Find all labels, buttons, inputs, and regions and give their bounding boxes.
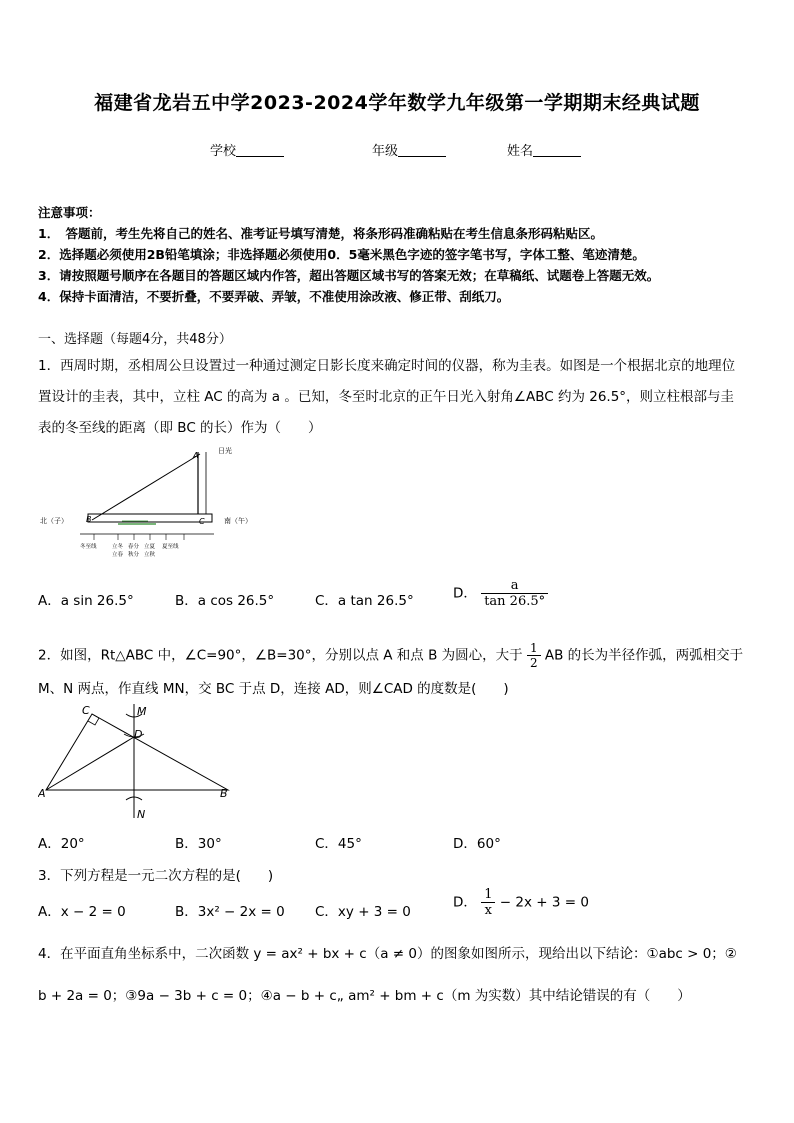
q4-line: 4．在平面直角坐标系中，二次函数 y = ax² + bx + c（a ≠ 0）的图象如图所示，现给出以下结论：①abc > 0；② [38, 946, 737, 962]
q1-line: 置设计的圭表，其中，立柱 AC 的高为 a 。已知，冬至时北京的正午日光入射角∠ABC 约为 26.5°，则立柱根部与圭 [38, 389, 735, 405]
mark-label: 立冬 [112, 544, 124, 550]
q1-line: 表的冬至线的距离（即 BC 的长）作为（ ） [38, 420, 322, 436]
fraction-numerator: 1 [527, 641, 541, 656]
segment-ad [46, 737, 134, 790]
grade-field [372, 140, 446, 159]
q2-half-fraction [527, 641, 541, 670]
q2-option-c: C．45° [315, 836, 362, 852]
q1-gnomon-figure [38, 440, 263, 565]
q3-option-a: A．x − 2 = 0 [38, 904, 126, 920]
q2-line: M、N 两点，作直线 MN，交 BC 于点 D，连接 AD，则∠CAD 的度数是( ) [38, 681, 509, 697]
notes-heading: 注意事项： [38, 205, 101, 220]
label-C: C [199, 517, 205, 526]
q1-option-b: B．a cos 26.5° [175, 593, 275, 609]
label-B: B [220, 787, 228, 800]
label-north: 北（子） [40, 517, 68, 525]
fraction-denominator: x [484, 903, 493, 918]
name-field [507, 140, 581, 159]
q1-option-d-fraction [481, 578, 548, 609]
section-heading: 一、选择题（每题4分，共48分） [38, 332, 232, 347]
sun-ray-line [92, 454, 200, 520]
q3-option-c: C．xy + 3 = 0 [315, 904, 411, 920]
label-N: N [137, 808, 146, 821]
label-A: A [193, 451, 199, 460]
q1-option-d-label: D． [453, 585, 477, 602]
note-item: 1． 答题前，考生先将自己的姓名、准考证号填写清楚，将条形码准确粘贴在考生信息条形码粘贴区。 [38, 226, 603, 241]
label-sun: 日光 [218, 447, 232, 455]
mark-label: 立春 [112, 552, 124, 558]
fraction-numerator: a [481, 578, 548, 594]
q3-option-d-label: D． [453, 894, 477, 911]
name-blank [533, 144, 581, 157]
mark-label: 立夏 [144, 544, 156, 550]
note-item: 3．请按照题号顺序在各题目的答题区域内作答，超出答题区域书写的答案无效；在草稿纸、试题卷上答题无效。 [38, 268, 660, 283]
fraction-numerator: 1 [481, 887, 495, 903]
name-label: 姓名 [507, 144, 534, 159]
grade-blank [398, 144, 446, 157]
school-label: 学校 [210, 144, 237, 159]
label-A: A [38, 787, 46, 800]
q2-line [38, 641, 743, 670]
q3-stem: 3．下列方程是一元二次方程的是( ) [38, 868, 274, 884]
label-south: 南（午） [224, 517, 252, 525]
q3-option-d-fraction [481, 887, 495, 918]
q1-option-d [453, 578, 548, 609]
q1-option-a: A．a sin 26.5° [38, 593, 134, 609]
mark-label: 冬至线 [80, 544, 97, 550]
school-field [210, 140, 284, 159]
fraction-denominator: tan 26.5° [484, 594, 546, 609]
q4-line: b + 2a = 0；③9a − 3b + c = 0；④a − b + c„ am² + bm + c（m 为实数）其中结论错误的有（ ） [38, 988, 691, 1004]
label-D: D [134, 728, 143, 741]
q3-option-b: B．3x² − 2x = 0 [175, 904, 285, 920]
grade-label: 年级 [372, 144, 399, 159]
q3-option-d-rest: − 2x + 3 = 0 [499, 894, 589, 911]
q2-option-d: D．60° [453, 836, 501, 852]
mark-label: 秋分 [128, 552, 140, 558]
label-M: M [137, 705, 147, 718]
q2-option-b: B．30° [175, 836, 222, 852]
note-item: 4．保持卡面清洁，不要折叠，不要弄破、弄皱，不准使用涂改液、修正带、刮纸刀。 [38, 289, 510, 304]
mark-label: 春分 [128, 544, 140, 550]
q2-text: 2．如图，Rt△ABC 中，∠C=90°，∠B=30°，分别以点 A 和点 B 为圆心，大于 [38, 647, 523, 664]
q3-option-d [453, 887, 589, 918]
q1-option-c: C．a tan 26.5° [315, 593, 414, 609]
page-title: 福建省龙岩五中学2023-2024学年数学九年级第一学期期末经典试题 [94, 92, 700, 114]
q2-triangle-figure [38, 700, 238, 825]
mark-label: 夏至线 [162, 544, 179, 550]
label-B: B [86, 515, 92, 524]
note-item: 2．选择题必须使用2B铅笔填涂；非选择题必须使用0．5毫米黑色字迹的签字笔书写，字体工整、笔迹清楚。 [38, 247, 645, 262]
q2-text: AB 的长为半径作弧，两弧相交于 [544, 647, 744, 664]
q2-option-a: A．20° [38, 836, 85, 852]
triangle-abc [46, 714, 228, 790]
label-C: C [82, 704, 90, 717]
school-blank [236, 144, 284, 157]
mark-label: 立秋 [144, 552, 156, 558]
q1-line: 1．西周时期，丞相周公旦设置过一种通过测定日影长度来确定时间的仪器，称为圭表。如图是一个根据北京的地理位 [38, 358, 736, 374]
fraction-denominator: 2 [529, 656, 538, 670]
gnomon-base [88, 514, 212, 522]
